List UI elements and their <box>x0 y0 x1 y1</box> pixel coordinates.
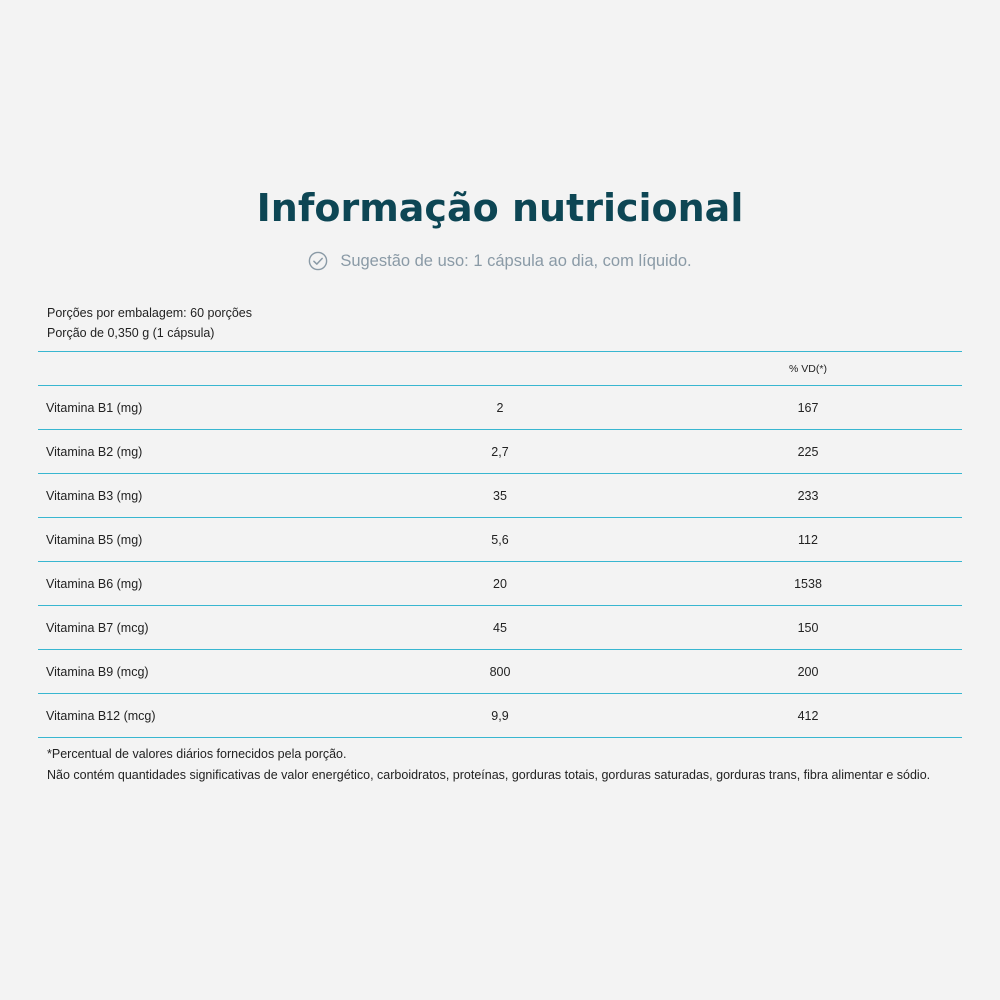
nutrient-name: Vitamina B2 (mg) <box>46 444 143 459</box>
usage-suggestion <box>0 251 1000 271</box>
table-row <box>38 694 962 738</box>
nutrient-daily-value: 150 <box>797 620 819 635</box>
nutrient-name: Vitamina B7 (mcg) <box>46 620 149 635</box>
nutrient-name: Vitamina B1 (mg) <box>46 400 143 415</box>
usage-text: Sugestão de uso: 1 cápsula ao dia, com líquido. <box>340 251 692 270</box>
nutrient-name: Vitamina B9 (mcg) <box>46 664 149 679</box>
table-header-row <box>38 352 962 386</box>
page-title: Informação nutricional <box>256 186 744 230</box>
nutrient-daily-value: 112 <box>798 532 818 547</box>
nutrient-amount: 45 <box>493 620 507 635</box>
table-row <box>38 518 962 562</box>
footnotes <box>47 744 957 786</box>
header-daily-value: % VD(*) <box>789 362 827 375</box>
nutrient-daily-value: 200 <box>797 664 819 679</box>
nutrient-amount: 20 <box>493 576 507 591</box>
footnote-not-significant: Não contém quantidades significativas de valor energético, carboidratos, proteínas, gorduras totais, gorduras saturadas, gorduras trans, fibra alimentar e sódio. <box>47 768 931 782</box>
table-row <box>38 386 962 430</box>
nutrient-daily-value: 225 <box>797 444 819 459</box>
nutrient-amount: 2 <box>496 400 504 415</box>
nutrient-amount: 9,9 <box>491 708 509 723</box>
nutrient-daily-value: 233 <box>797 488 819 503</box>
nutrient-daily-value: 412 <box>797 708 819 723</box>
check-circle-icon <box>308 251 328 271</box>
table-row <box>38 562 962 606</box>
table-row <box>38 606 962 650</box>
nutrient-amount: 5,6 <box>491 532 509 547</box>
servings-per-package: Porções por embalagem: 60 porções <box>47 306 252 320</box>
nutrient-name: Vitamina B6 (mg) <box>46 576 143 591</box>
nutrient-name: Vitamina B12 (mcg) <box>46 708 156 723</box>
nutrient-daily-value: 167 <box>797 400 819 415</box>
nutrient-name: Vitamina B5 (mg) <box>46 532 143 547</box>
nutrient-name: Vitamina B3 (mg) <box>46 488 143 503</box>
portion-size: Porção de 0,350 g (1 cápsula) <box>47 326 215 340</box>
header-nutrient <box>46 352 346 385</box>
nutrient-daily-value: 1538 <box>794 576 822 591</box>
table-row <box>38 650 962 694</box>
table-row <box>38 430 962 474</box>
serving-info <box>47 303 252 343</box>
nutrient-amount: 800 <box>489 664 511 679</box>
nutrient-amount: 35 <box>493 488 507 503</box>
footnote-daily-values: *Percentual de valores diários fornecidos pela porção. <box>47 747 347 761</box>
nutrition-table <box>38 351 962 738</box>
header-amount <box>400 352 600 385</box>
nutrient-amount: 2,7 <box>491 444 509 459</box>
table-row <box>38 474 962 518</box>
